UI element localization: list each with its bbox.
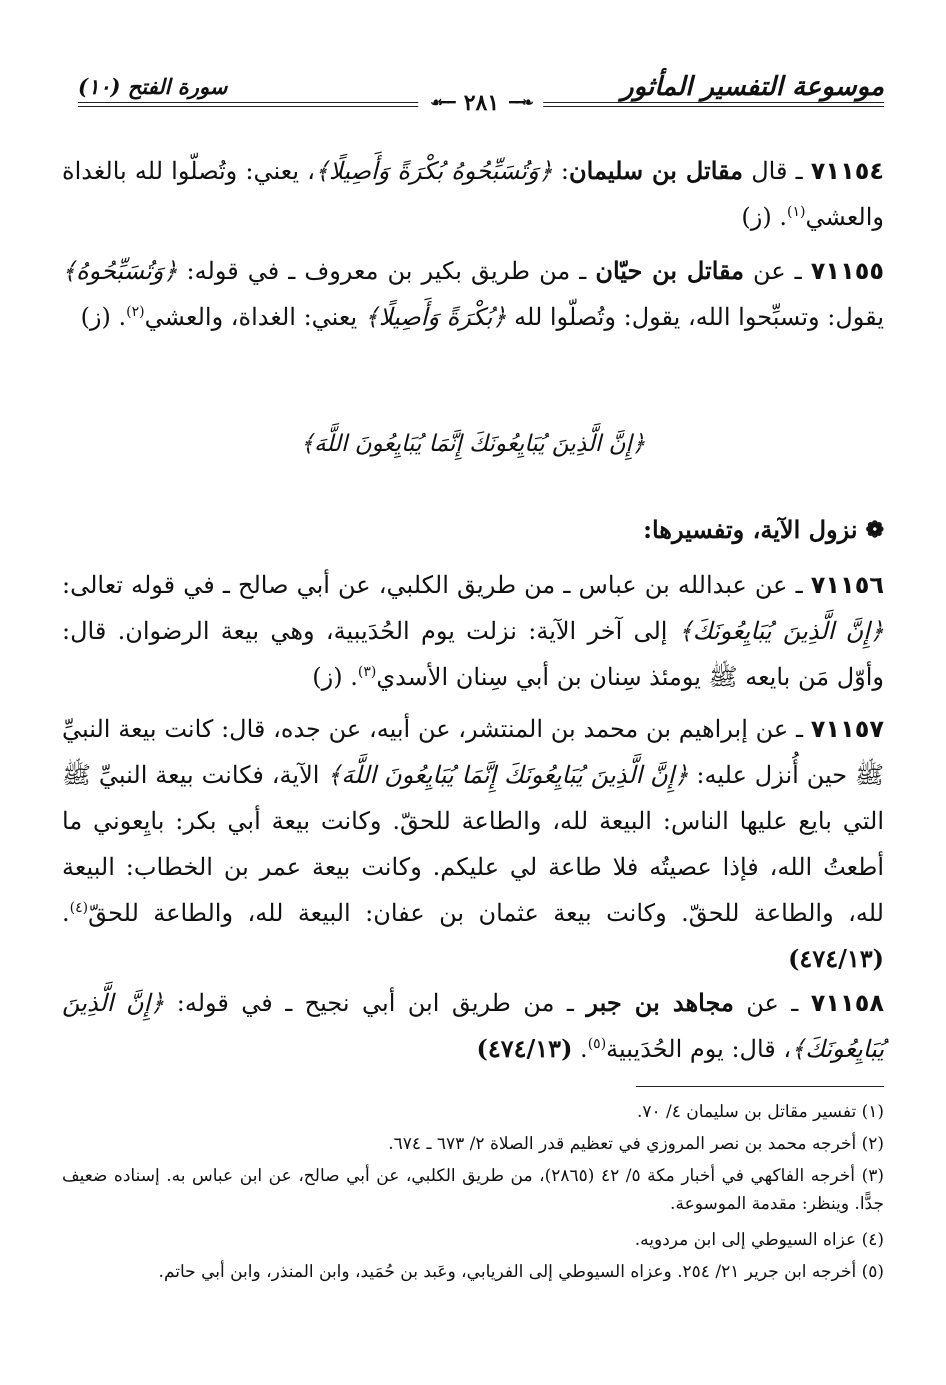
text: ـ من طريق ابن أبي نجيح ـ في قوله:: [164, 989, 587, 1017]
running-header: [78, 64, 884, 124]
text: . (ز): [741, 203, 787, 231]
report-number: ٧١١٥٧: [810, 715, 885, 743]
page-number: ٢٨١: [463, 90, 500, 116]
text: .: [572, 1035, 588, 1063]
text: ـ عن: [744, 257, 811, 285]
report-number: ٧١١٥٥: [810, 257, 885, 285]
paragraph-71158: [62, 980, 884, 1072]
quran-quote: ﴿إِنَّ الَّذِينَ يُبَايِعُونَكَ إِنَّمَا يُبَايِعُونَ اللَّهَ﴾: [327, 761, 689, 789]
ornament-icon: ━━☙: [430, 95, 454, 111]
report-number: ٧١١٥٨: [810, 989, 884, 1017]
text: إلى آخر الآية: نزلت يوم الحُدَيبية، وهي بيعة الرضوان. قال: وأوّل مَن بايعه ﷺ يومئذ سِنان بن أبي سِنان الأسدي: [62, 617, 884, 691]
footnote-5: (٥) أخرجه ابن جرير ٢١/ ٢٥٤. وعزاه السيوطي إلى الفريابي، وعَبد بن حُمَيد، وابن المنذر، وابن أبي حاتم.: [158, 1262, 884, 1282]
report-number: ٧١١٥٤: [810, 157, 885, 185]
paragraph-71154: [62, 148, 884, 240]
section-heading: نزول الآية، وتفسيرها:: [643, 515, 858, 544]
source-ref: (٤٧٤/١٣): [788, 944, 884, 973]
source-ref: (٤٧٤/١٣): [476, 1034, 573, 1063]
paragraph-71156: [62, 562, 884, 700]
footnote-ref: (١): [786, 204, 806, 220]
text: . (ز): [80, 303, 127, 331]
surah-title: سورة الفتح (١٠): [78, 74, 228, 99]
ornament-icon: ❧━━: [509, 95, 532, 111]
footnote-1: (١) تفسير مقاتل بن سليمان ٤/ ٧٠.: [636, 1102, 884, 1122]
paragraph-71157: [62, 706, 884, 982]
section-heading-block: [643, 510, 884, 550]
footnote-3: (٣) أخرجه الفاكهي في أخبار مكة ٥/ ٤٢ (٢٨٦٥)، من طريق الكلبي، عن أبي صالح، عن ابن عباس به. إسناده ضعيف جدًّا. وينظر: مقدمة الموسوعة.: [62, 1166, 884, 1214]
text: ، قال: يوم الحُدَيبية: [606, 1035, 792, 1063]
footnote-ref: (٣): [357, 664, 377, 680]
flower-icon: ❁: [865, 517, 884, 543]
page-number-block: [418, 90, 543, 116]
text: ـ عن إبراهيم بن محمد بن المنتشر، عن أبيه، عن جده، قال: كانت بيعة النبيِّ ﷺ حين أُنزل عليه:: [62, 715, 885, 789]
footnote-separator: [636, 1086, 884, 1087]
quran-quote: ﴿إِنَّ الَّذِينَ يُبَايِعُونَكَ﴾: [678, 617, 884, 645]
narrator-name: مجاهد بن جبر: [586, 988, 734, 1017]
narrator-name: مقاتل بن سليمان: [569, 156, 744, 185]
report-number: ٧١١٥٦: [810, 571, 884, 599]
quran-quote: ﴿وَتُسَبِّحُوهُ بُكْرَةً وَأَصِيلًا﴾: [314, 157, 553, 185]
text: .: [62, 899, 70, 927]
text: . (ز): [312, 663, 358, 691]
footnote-ref: (٢): [126, 304, 145, 320]
text: الآية، فكانت بيعة النبيِّ ﷺ التي بايع عليها الناس: البيعة لله، والطاعة للحقّ. وكانت بيعة أبي بكر: بايِعوني ما أطعتُ الله، فإذا عصيتُه فلا طاعة لي عليكم. وكانت بيعة عمر بن الخطاب: البيعة لله، والطاعة للحقّ. وكانت بيعة عثمان بن عفان: البيعة لله، والطاعة للحقّ: [62, 761, 884, 927]
text: يعني: الغداة، والعشي: [144, 303, 365, 331]
narrator-name: مقاتل بن حيّان: [595, 256, 744, 285]
book-title: موسوعة التفسير المأثور: [621, 72, 884, 102]
quran-quote: ﴿وَتُسَبِّحُوهُ﴾: [62, 257, 178, 285]
ayah-heading: ﴿إِنَّ الَّذِينَ يُبَايِعُونَكَ إِنَّمَا يُبَايِعُونَ اللَّهَ﴾: [300, 431, 646, 457]
text: يقول: وتسبِّحوا الله، يقول: وتُصلّوا لله: [506, 303, 884, 331]
paragraph-71155: [62, 248, 884, 340]
footnote-ref: (٥): [587, 1036, 607, 1052]
text: ، يعني: وتُصلّوا لله بالغداة والعشي: [62, 157, 884, 231]
text: ـ من طريق بكير بن معروف ـ في قوله:: [177, 257, 596, 285]
text: ـ قال: [743, 157, 811, 185]
footnote-4: (٤) عزاه السيوطي إلى ابن مردويه.: [634, 1230, 884, 1250]
text: ـ عن عبدالله بن عباس ـ من طريق الكلبي، عن أبي صالح ـ في قوله تعالى:: [62, 571, 811, 599]
quran-quote: ﴿بُكْرَةً وَأَصِيلًا﴾: [364, 303, 507, 331]
text: :: [552, 157, 570, 185]
text: ـ عن: [733, 989, 811, 1017]
footnote-2: (٢) أخرجه محمد بن نصر المروزي في تعظيم قدر الصلاة ٢/ ٦٧٣ ـ ٦٧٤.: [388, 1134, 884, 1154]
quran-quote: ﴿إِنَّ الَّذِينَ يُبَايِعُونَكَ﴾: [62, 989, 884, 1063]
footnote-ref: (٤): [69, 900, 89, 916]
